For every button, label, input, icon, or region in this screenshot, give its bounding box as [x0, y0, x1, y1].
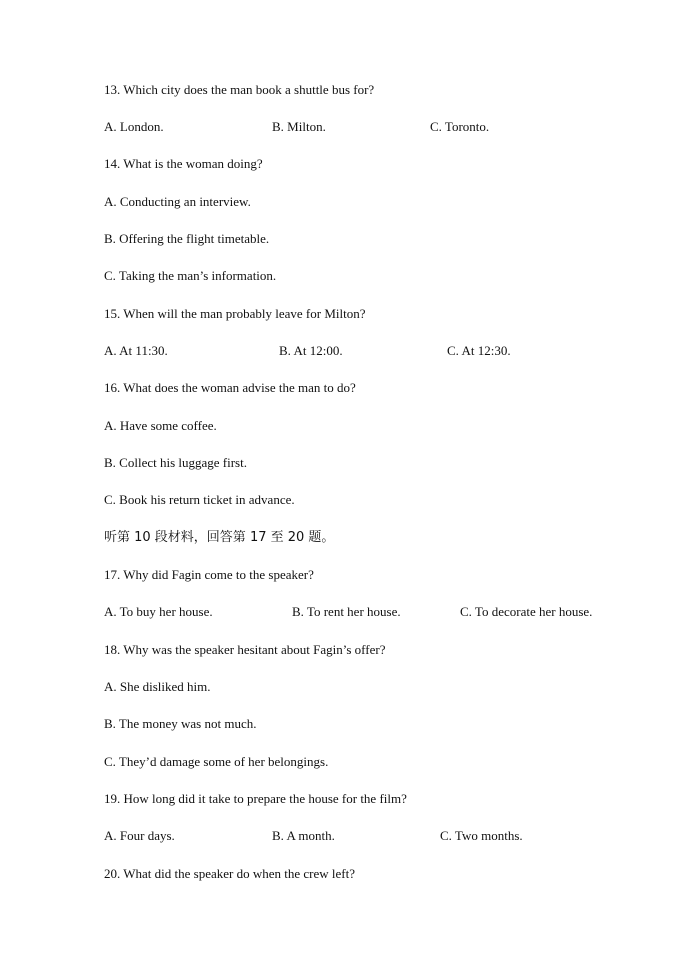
question-14-option-c: C. Taking the man’s information. [104, 268, 277, 283]
section-instruction: 听第 10 段材料，回答第 17 至 20 题。 [104, 530, 335, 545]
question-15-stem: 15. When will the man probably leave for Milton? [104, 306, 366, 321]
question-13-option-c: C. Toronto. [430, 119, 490, 134]
question-19-stem: 19. How long did it take to prepare the house for the film? [104, 791, 407, 806]
question-16-stem: 16. What does the woman advise the man to do? [104, 380, 356, 395]
question-17-stem: 17. Why did Fagin come to the speaker? [104, 567, 314, 582]
question-16-option-a: A. Have some coffee. [104, 418, 217, 433]
question-20-stem: 20. What did the speaker do when the crew left? [104, 866, 355, 881]
question-18-stem: 18. Why was the speaker hesitant about Fagin’s offer? [104, 642, 386, 657]
question-19-option-c: C. Two months. [440, 828, 523, 843]
question-19-option-a: A. Four days. [104, 828, 175, 843]
question-18-option-b: B. The money was not much. [104, 716, 257, 731]
question-15-option-a: A. At 11:30. [104, 343, 168, 358]
question-17-option-a: A. To buy her house. [104, 604, 213, 619]
question-18-option-a: A. She disliked him. [104, 679, 211, 694]
question-16-option-b: B. Collect his luggage first. [104, 455, 247, 470]
question-15-option-c: C. At 12:30. [447, 343, 511, 358]
question-13-option-b: B. Milton. [272, 119, 326, 134]
question-13-stem: 13. Which city does the man book a shuttle bus for? [104, 82, 375, 97]
question-17-option-b: B. To rent her house. [292, 604, 401, 619]
question-14-stem: 14. What is the woman doing? [104, 156, 263, 171]
question-19-option-b: B. A month. [272, 828, 335, 843]
question-13-option-a: A. London. [104, 119, 164, 134]
question-16-option-c: C. Book his return ticket in advance. [104, 492, 295, 507]
question-18-option-c: C. They’d damage some of her belongings. [104, 754, 329, 769]
question-17-option-c: C. To decorate her house. [460, 604, 593, 619]
question-14-option-a: A. Conducting an interview. [104, 194, 251, 209]
question-15-option-b: B. At 12:00. [279, 343, 343, 358]
question-14-option-b: B. Offering the flight timetable. [104, 231, 270, 246]
